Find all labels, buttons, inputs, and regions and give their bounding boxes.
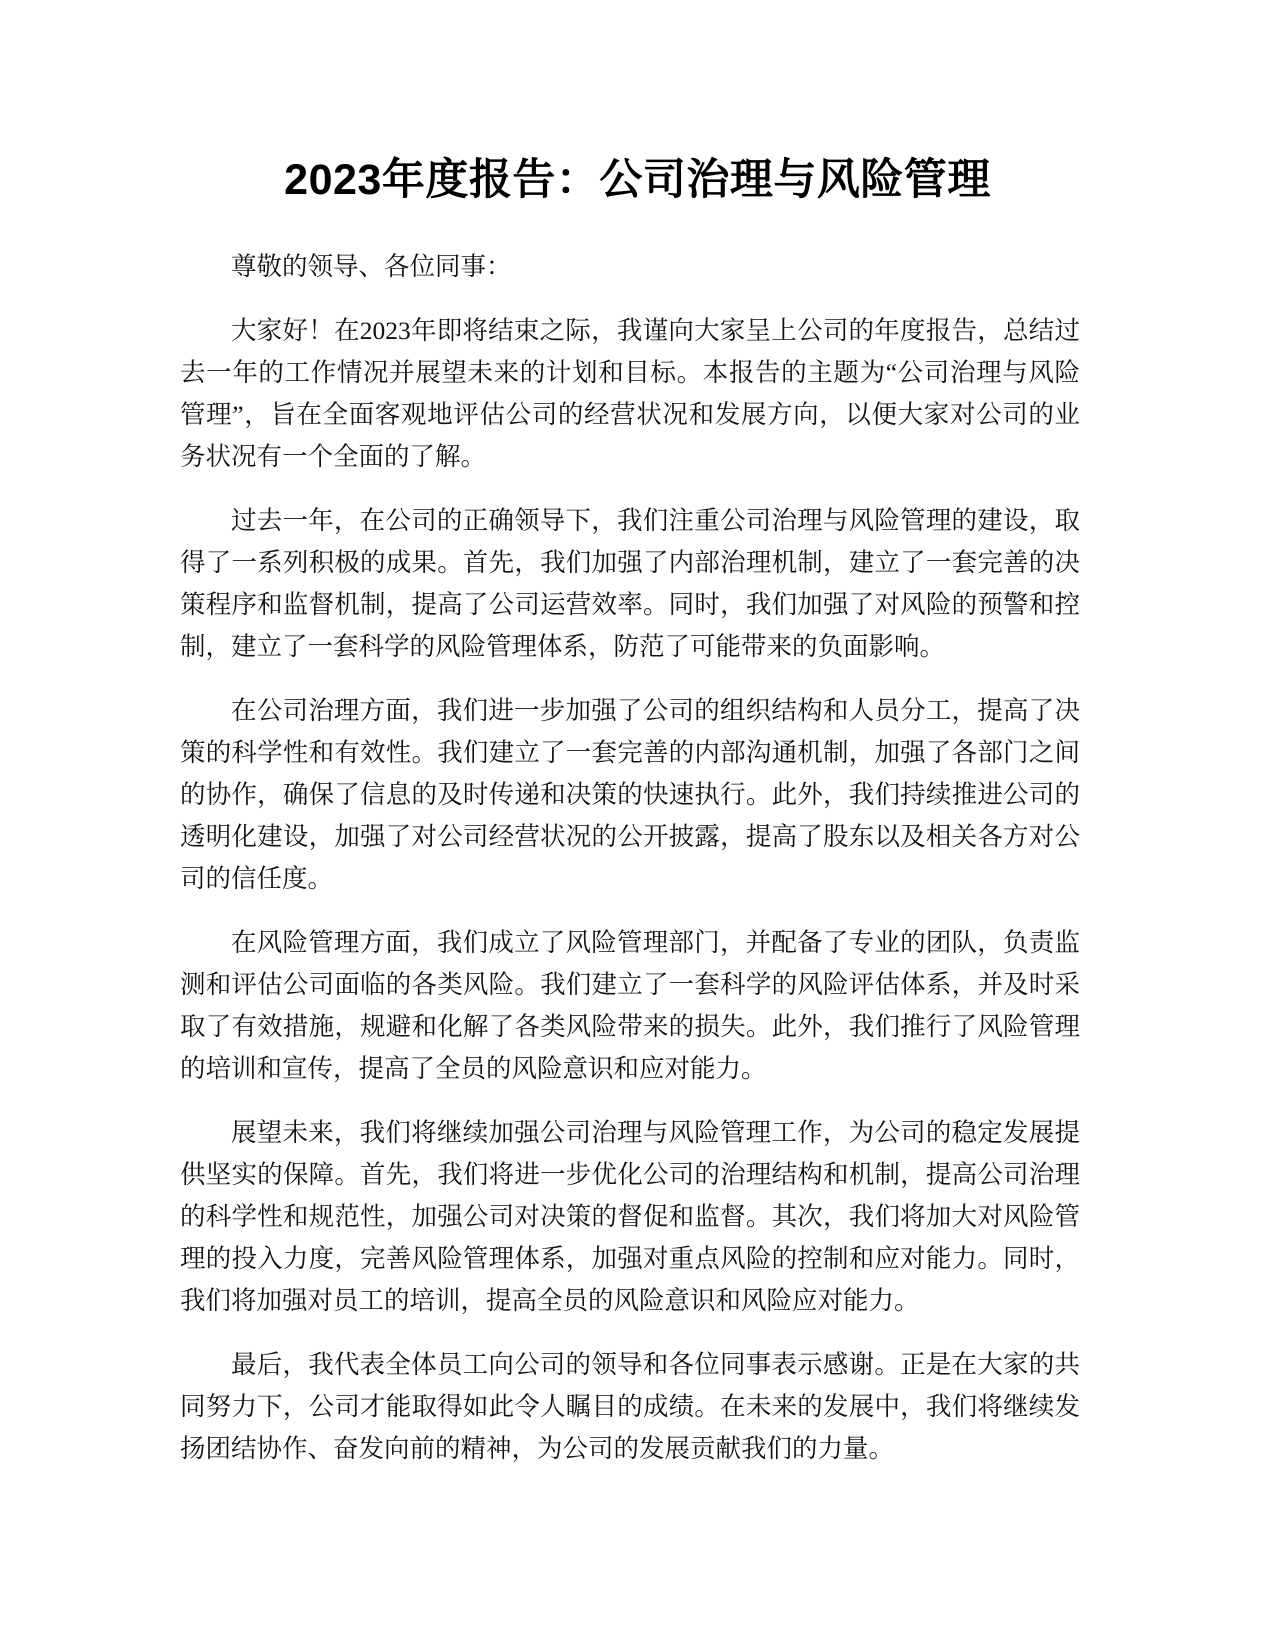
paragraph-closing: 最后，我代表全体员工向公司的领导和各位同事表示感谢。正是在大家的共同努力下，公司才能取得如此令人瞩目的成绩。在未来的发展中，我们将继续发扬团结协作、奋发向前的精神，为公司的发展贡献我们的力量。 xyxy=(180,1350,1080,1463)
paragraph-opening: 大家好！在2023年即将结束之际，我谨向大家呈上公司的年度报告，总结过去一年的工作情况并展望未来的计划和目标。本报告的主题为“公司治理与风险管理”，旨在全面客观地评估公司的经营状况和发展方向，以便大家对公司的业务状况有一个全面的了解。 xyxy=(180,316,1080,471)
paragraph-corporate-governance: 在公司治理方面，我们进一步加强了公司的组织结构和人员分工，提高了决策的科学性和有效性。我们建立了一套完善的内部沟通机制，加强了各部门之间的协作，确保了信息的及时传递和决策的快速执行。此外，我们持续推进公司的透明化建设，加强了对公司经营状况的公开披露，提高了股东以及相关各方对公司的信任度。 xyxy=(180,696,1080,893)
document-title: 2023年度报告：公司治理与风险管理 xyxy=(284,156,991,204)
paragraph-past-year: 过去一年，在公司的正确领导下，我们注重公司治理与风险管理的建设，取得了一系列积极的成果。首先，我们加强了内部治理机制，建立了一套完善的决策程序和监督机制，提高了公司运营效率。同时，我们加强了对风险的预警和控制，建立了一套科学的风险管理体系，防范了可能带来的负面影响。 xyxy=(180,506,1080,661)
paragraph-outlook: 展望未来，我们将继续加强公司治理与风险管理工作，为公司的稳定发展提供坚实的保障。首先，我们将进一步优化公司的治理结构和机制，提高公司治理的科学性和规范性，加强公司对决策的督促和监督。其次，我们将加大对风险管理的投入力度，完善风险管理体系，加强对重点风险的控制和应对能力。同时，我们将加强对员工的培训，提高全员的风险意识和风险应对能力。 xyxy=(180,1118,1080,1315)
paragraph-risk-management: 在风险管理方面，我们成立了风险管理部门，并配备了专业的团队，负责监测和评估公司面临的各类风险。我们建立了一套科学的风险评估体系，并及时采取了有效措施，规避和化解了各类风险带来的损失。此外，我们推行了风险管理的培训和宣传，提高了全员的风险意识和应对能力。 xyxy=(180,928,1080,1083)
salutation: 尊敬的领导、各位同事： xyxy=(231,252,512,281)
document-body xyxy=(180,246,1080,1492)
